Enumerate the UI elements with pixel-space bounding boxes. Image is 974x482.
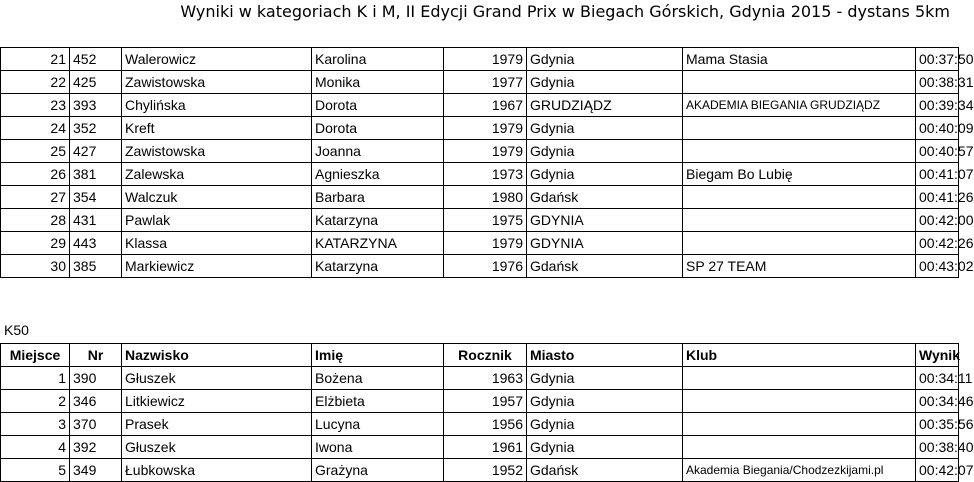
cell-imie: Dorota — [312, 117, 444, 140]
cell-imie: Grażyna — [312, 459, 444, 482]
cell-wynik: 00:40:57 — [916, 140, 959, 163]
cell-wynik: 00:41:07 — [916, 163, 959, 186]
cell-wynik: 00:38:31 — [916, 71, 959, 94]
table-row — [1, 459, 959, 482]
cell-rocznik: 1979 — [444, 48, 527, 71]
cell-nr: 381 — [70, 163, 122, 186]
cell-rocznik: 1957 — [444, 390, 527, 413]
cell-nr: 443 — [70, 232, 122, 255]
cell-miasto: GRUDZIĄDZ — [527, 94, 683, 117]
cell-miasto: Gdynia — [527, 367, 683, 390]
cell-nazwisko: Zalewska — [122, 163, 312, 186]
cell-miejsce: 26 — [1, 163, 70, 186]
table-row — [1, 163, 959, 186]
cell-wynik: 00:40:09 — [916, 117, 959, 140]
table-row — [1, 209, 959, 232]
cell-imie: Katarzyna — [312, 255, 444, 278]
cell-imie: Monika — [312, 71, 444, 94]
cell-nr: 349 — [70, 459, 122, 482]
cell-wynik: 00:42:07 — [916, 459, 959, 482]
cell-wynik: 00:34:11 — [916, 367, 959, 390]
cell-nr: 390 — [70, 367, 122, 390]
section-label-k50: K50 — [4, 322, 29, 338]
table-row — [1, 255, 959, 278]
cell-wynik: 00:39:34 — [916, 94, 959, 117]
cell-miejsce: 5 — [1, 459, 70, 482]
cell-wynik: 00:42:00 — [916, 209, 959, 232]
cell-nr: 393 — [70, 94, 122, 117]
cell-imie: Iwona — [312, 436, 444, 459]
cell-miasto: Gdynia — [527, 140, 683, 163]
cell-miasto: Gdynia — [527, 117, 683, 140]
table-row — [1, 117, 959, 140]
cell-nr: 354 — [70, 186, 122, 209]
cell-klub: Mama Stasia — [683, 48, 916, 71]
results-table-continued — [0, 47, 974, 278]
results-table-body — [1, 367, 974, 482]
cell-wynik: 00:41:26 — [916, 186, 959, 209]
cell-imie: Karolina — [312, 48, 444, 71]
cell-miasto: Gdańsk — [527, 459, 683, 482]
cell-rocznik: 1979 — [444, 117, 527, 140]
cell-klub: SP 27 TEAM — [683, 255, 916, 278]
cell-klub — [683, 209, 916, 232]
cell-klub: AKADEMIA BIEGANIA GRUDZIĄDZ — [683, 94, 916, 117]
cell-miasto: Gdynia — [527, 71, 683, 94]
header-rocznik: Rocznik — [444, 344, 527, 367]
cell-nazwisko: Walczuk — [122, 186, 312, 209]
cell-imie: Barbara — [312, 186, 444, 209]
cell-miasto: Gdańsk — [527, 186, 683, 209]
cell-miasto: GDYNIA — [527, 209, 683, 232]
cell-klub: Biegam Bo Lubię — [683, 163, 916, 186]
cell-miasto: Gdynia — [527, 163, 683, 186]
cell-rocznik: 1967 — [444, 94, 527, 117]
cell-nazwisko: Łubkowska — [122, 459, 312, 482]
results-table-body — [1, 48, 974, 278]
cell-rocznik: 1976 — [444, 255, 527, 278]
cell-miejsce: 21 — [1, 48, 70, 71]
cell-nazwisko: Markiewicz — [122, 255, 312, 278]
cell-wynik: 00:38:40 — [916, 436, 959, 459]
cell-nazwisko: Zawistowska — [122, 140, 312, 163]
cell-miasto: Gdynia — [527, 413, 683, 436]
header-klub: Klub — [683, 344, 916, 367]
table-row — [1, 436, 959, 459]
cell-imie: Elżbieta — [312, 390, 444, 413]
cell-nr: 346 — [70, 390, 122, 413]
cell-klub — [683, 390, 916, 413]
cell-nazwisko: Zawistowska — [122, 71, 312, 94]
cell-nr: 452 — [70, 48, 122, 71]
cell-miejsce: 30 — [1, 255, 70, 278]
cell-nr: 392 — [70, 436, 122, 459]
cell-miejsce: 4 — [1, 436, 70, 459]
header-imie: Imię — [312, 344, 444, 367]
cell-rocznik: 1977 — [444, 71, 527, 94]
cell-rocznik: 1963 — [444, 367, 527, 390]
header-miasto: Miasto — [527, 344, 683, 367]
table-row — [1, 186, 959, 209]
cell-imie: Bożena — [312, 367, 444, 390]
page-title: Wyniki w kategoriach K i M, II Edycji Grand Prix w Biegach Górskich, Gdynia 2015 - dystans 5km — [180, 2, 950, 21]
cell-nazwisko: Głuszek — [122, 367, 312, 390]
header-nazwisko: Nazwisko — [122, 344, 312, 367]
cell-miejsce: 29 — [1, 232, 70, 255]
cell-miasto: GDYNIA — [527, 232, 683, 255]
cell-nazwisko: Litkiewicz — [122, 390, 312, 413]
cell-nazwisko: Chylińska — [122, 94, 312, 117]
cell-nazwisko: Klassa — [122, 232, 312, 255]
cell-rocznik: 1961 — [444, 436, 527, 459]
cell-imie: Agnieszka — [312, 163, 444, 186]
cell-klub — [683, 436, 916, 459]
cell-nazwisko: Kreft — [122, 117, 312, 140]
table-row — [1, 94, 959, 117]
cell-wynik: 00:42:26 — [916, 232, 959, 255]
cell-nr: 425 — [70, 71, 122, 94]
cell-nr: 370 — [70, 413, 122, 436]
cell-rocznik: 1979 — [444, 140, 527, 163]
cell-miejsce: 3 — [1, 413, 70, 436]
cell-miejsce: 25 — [1, 140, 70, 163]
cell-miejsce: 2 — [1, 390, 70, 413]
cell-nazwisko: Prasek — [122, 413, 312, 436]
table-row — [1, 413, 959, 436]
cell-imie: Dorota — [312, 94, 444, 117]
cell-rocznik: 1956 — [444, 413, 527, 436]
cell-miejsce: 28 — [1, 209, 70, 232]
cell-miasto: Gdynia — [527, 390, 683, 413]
cell-rocznik: 1952 — [444, 459, 527, 482]
header-wynik: Wynik — [916, 344, 959, 367]
header-nr: Nr — [70, 344, 122, 367]
cell-nr: 427 — [70, 140, 122, 163]
table-row — [1, 390, 959, 413]
cell-klub — [683, 232, 916, 255]
cell-klub — [683, 117, 916, 140]
cell-klub — [683, 367, 916, 390]
table-row — [1, 140, 959, 163]
cell-wynik: 00:43:02 — [916, 255, 959, 278]
cell-miejsce: 24 — [1, 117, 70, 140]
cell-klub — [683, 413, 916, 436]
cell-klub — [683, 186, 916, 209]
cell-klub — [683, 140, 916, 163]
table-row — [1, 367, 959, 390]
table-row — [1, 48, 959, 71]
cell-nazwisko: Walerowicz — [122, 48, 312, 71]
results-table-k50 — [0, 343, 974, 482]
table-row — [1, 71, 959, 94]
cell-miejsce: 22 — [1, 71, 70, 94]
cell-nr: 385 — [70, 255, 122, 278]
cell-miejsce: 1 — [1, 367, 70, 390]
table-header-row — [1, 344, 959, 367]
cell-miasto: Gdańsk — [527, 255, 683, 278]
cell-klub — [683, 71, 916, 94]
cell-nazwisko: Głuszek — [122, 436, 312, 459]
header-miejsce: Miejsce — [1, 344, 70, 367]
cell-rocznik: 1975 — [444, 209, 527, 232]
cell-wynik: 00:35:56 — [916, 413, 959, 436]
cell-wynik: 00:37:50 — [916, 48, 959, 71]
cell-nr: 352 — [70, 117, 122, 140]
cell-imie: Katarzyna — [312, 209, 444, 232]
table-row — [1, 232, 959, 255]
cell-rocznik: 1979 — [444, 232, 527, 255]
cell-wynik: 00:34:46 — [916, 390, 959, 413]
cell-imie: Joanna — [312, 140, 444, 163]
cell-miejsce: 27 — [1, 186, 70, 209]
cell-imie: KATARZYNA — [312, 232, 444, 255]
cell-nazwisko: Pawlak — [122, 209, 312, 232]
cell-miasto: Gdynia — [527, 436, 683, 459]
cell-nr: 431 — [70, 209, 122, 232]
cell-imie: Lucyna — [312, 413, 444, 436]
cell-rocznik: 1973 — [444, 163, 527, 186]
cell-miasto: Gdynia — [527, 48, 683, 71]
cell-rocznik: 1980 — [444, 186, 527, 209]
cell-klub: Akademia Biegania/Chodzezkijami.pl — [683, 459, 916, 482]
cell-miejsce: 23 — [1, 94, 70, 117]
